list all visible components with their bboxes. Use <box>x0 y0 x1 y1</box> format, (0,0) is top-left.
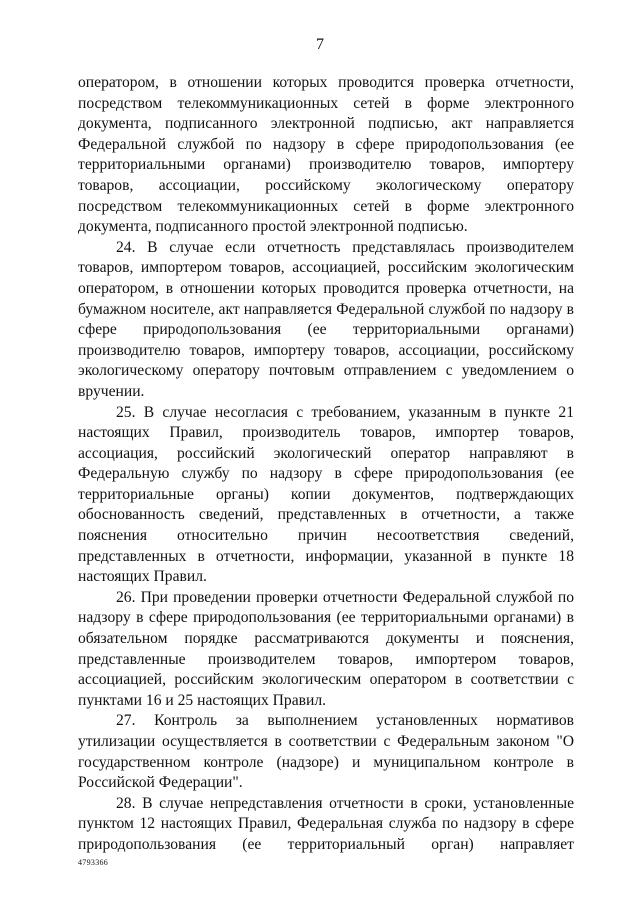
paragraph-continuation: оператором, в отношении которых проводится проверка отчетности, посредством телекоммуникационных сетей в форме электронного документа, подписанного электронной подписью, акт направляется Федеральной службой по надзору в сфере природопользования (ее территориальными органами) производителю товаров, импортеру товаров, ассоциации, российскому экологическому оператору посредством телекоммуникационных сетей в форме электронного документа, подписанного простой электронной подписью. <box>78 74 574 236</box>
paragraph-28: 28. В случае непредставления отчетности в сроки, установленные пунктом 12 настоящих Правил, Федеральная служба по надзору в сфере природопользования (ее территориальный орган) направляет <box>78 794 574 853</box>
paragraph-25: 25. В случае несогласия с требованием, указанным в пункте 21 настоящих Правил, производитель товаров, импортер товаров, ассоциация, российский экологический оператор направляют в Федеральную службу по надзору в сфере природопользования (ее территориальные органы) копии документов, подтверждающих обоснованность сведений, представленных в отчетности, а также пояснения относительно причин несоответствия сведений, представленных в отчетности, информации, указанной в пункте 18 настоящих Правил. <box>78 403 574 586</box>
page-number: 7 <box>316 36 324 53</box>
document-code: 4793366 <box>78 858 109 867</box>
paragraph-26: 26. При проведении проверки отчетности Федеральной службой по надзору в сфере природопользования (ее территориальными органами) в обязательном порядке рассматриваются документы и пояснения, представленные производителем товаров, импортером товаров, ассоциацией, российским экологическим оператором в соответствии с пунктами 16 и 25 настоящих Правил. <box>78 588 574 709</box>
paragraph-24: 24. В случае если отчетность представлялась производителем товаров, импортером товаров, ассоциацией, российским экологическим оператором, в отношении которых проводится проверка отчетности, на бумажном носителе, акт направляется Федеральной службой по надзору в сфере природопользования (ее территориальными органами) производителю товаров, импортеру товаров, ассоциации, российскому экологическому оператору почтовым отправлением с уведомлением о вручении. <box>78 238 574 400</box>
paragraph-27: 27. Контроль за выполнением установленных нормативов утилизации осуществляется в соответствии с Федеральным законом "О государственном контроле (надзоре) и муниципальном контроле в Российской Федерации". <box>78 712 574 792</box>
document-body <box>78 73 574 856</box>
